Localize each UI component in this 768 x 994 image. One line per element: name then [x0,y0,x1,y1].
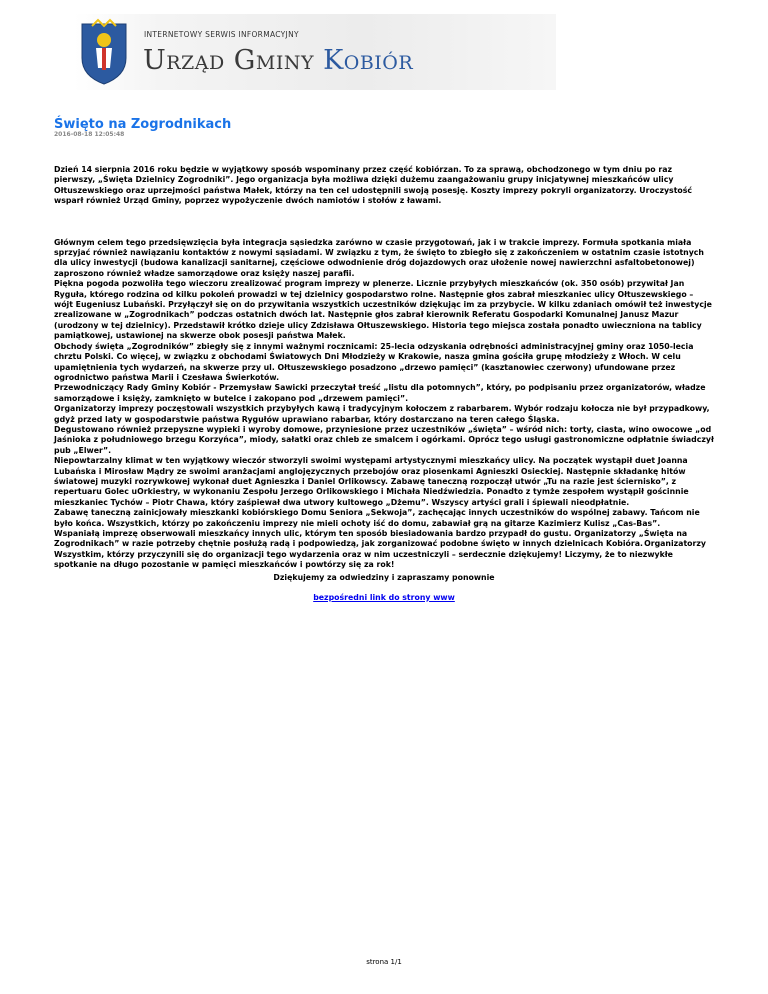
article-paragraph: Przewodniczący Rady Gminy Kobiór - Przemysław Sawicki przeczytał treść „listu dla potomnych”, który, po podpisaniu przez organizatorów, władze samorządowe i księży, zamknięto w butelce i zakopano pod „drzewem pamięci”. [54,383,706,403]
article-intro: Dzień 14 sierpnia 2016 roku będzie w wyjątkowy sposób wspominany przez część kobiórzan. To za sprawą, obchodzonego w tym dniu po raz pierwszy, „Święta Dzielnicy Zogrodniki”. Jego organizacja była możliwa dzięki dużemu zaangażowaniu grupy inicjatywnej mieszkańców ulicy Ołtuszewskiego oraz uprzejmości państwa Małek, którzy na ten cel udostępnili swoją posesję. Koszty imprezy pokryli organizatorzy. Uroczystość wsparł również Urząd Gminy, poprzez wypożyczenie dwóch namiotów i stołów z ławami. [54,165,693,206]
banner-subtitle: INTERNETOWY SERWIS INFORMACYJNY [144,30,299,39]
article-signature: Organizatorzy [644,539,706,548]
article-paragraph: Obchody święta „Zogrodników” zbiegły się z innymi ważnymi rocznicami: 25-lecia odzyskania odrębności administracyjnej gminy oraz 1050-lecia chrztu Polski. Co więcej, w związku z obchodami Światowych Dni Młodzieży w Krakowie, nasza gmina gościła grupę młodzieży z Włoch. W celu upamiętnienia tych wydarzeń, na skwerze przy ul. Ołtuszewskiego posadzono „drzewo pamięci” (kasztanowiec czerwony) ufundowane przez ogrodnictwo państwa Marii i Czesława Świerkotów. [54,341,694,382]
page-number: strona 1/1 [366,958,402,966]
paragraph-spacer [54,207,714,238]
footer-link-wrapper [0,593,768,602]
banner-title-accent: Kobiór [323,45,414,76]
banner-title [143,45,413,76]
article-paragraph: Wszystkim, którzy przyczynili się do organizacji tego wydarzenia oraz w nim uczestniczyli – serdecznie dziękujemy! Liczymy, że to niezwykłe spotkanie na długo pozostanie w pamięci mieszkańców i powtórzy się za rok! [54,549,673,570]
footer-thanks: Dziękujemy za odwiedziny i zapraszamy ponownie [273,573,495,582]
article-date: 2016-08-18 12:05:48 [54,131,125,138]
website-link[interactable]: bezpośredni link do strony www [313,593,455,602]
coat-of-arms-logo [78,18,130,86]
article-paragraph: Zabawę taneczną zainicjowały mieszkanki kobiórskiego Domu Seniora „Sekwoja”, zachęcając innych uczestników do wspólnej zabawy. Tańcom nie było końca. Wszystkich, którzy po zakończeniu imprezy nie mieli ochoty iść do domu, zabawiał grą na gitarze Kazimierz Kulisz „Cas-Bas”. [54,508,700,528]
article-title: Święto na Zogrodnikach [54,117,232,132]
article-paragraph: Wspaniałą imprezę obserwowali mieszkańcy innych ulic, którym ten sposób biesiadowania bardzo przypadł do gustu. Organizatorzy „Święta na Zogrodnikach” w razie potrzeby chętnie posłużą radą i podpowiedzą, jak zorganizować podobne święto w innych dzielnicach Kobióra. [54,529,688,549]
article-paragraph: Organizatorzy imprezy poczęstowali wszystkich przybyłych kawą i tradycyjnym kołoczem z rabarbarem. Wybór rodzaju kołocza nie był przypadkowy, gdyż przed laty w gospodarstwie państwa Rygułów uprawiano rabarbar, który dostarczano na teren całego Śląska. [54,404,710,424]
article-body [54,165,714,571]
article-paragraph: Niepowtarzalny klimat w ten wyjątkowy wieczór stworzyli swoimi występami artystycznymi mieszkańcy ulicy. Na początek wystąpił duet Joanna Lubańska i Mirosław Mądry ze swoimi aranżacjami anglojęzycznych przebojów oraz piosenkami Agnieszki Osieckiej. Następnie składankę hitów światowej muzyki rozrywkowej wykonał duet Agnieszka i Daniel Orlikowscy. Zabawę taneczną rozpoczął utwór „Tu na razie jest ściernisko”, z repertuaru Golec uOrkiestry, w wykonaniu Zespołu Jerzego Orlikowskiego i Michała Niedźwiedzia. Ponadto z tymże zespołem wystąpił gościnnie mieszkaniec Tychów – Piotr Chawa, który zaśpiewał dwa utwory kultowego „Dżemu”. Wszyscy artyści grali i śpiewali nieodpłatnie. [54,456,689,507]
article-paragraph: Głównym celem tego przedsięwzięcia była integracja sąsiedzka zarówno w czasie przygotowań, jak i w trakcie imprezy. Formuła spotkania miała sprzyjać również nawiązaniu kontaktów z nowymi sąsiadami. W związku z tym, że święto to zbiegło się z zakończeniem w ostatnim czasie istotnych dla ulicy inwestycji (budowa kanalizacji sanitarnej, częściowe odwodnienie dróg dojazdowych oraz ułożenie nowej nawierzchni asfaltobetonowej) zaproszono również władze samorządowe oraz księży naszej parafii. [54,237,704,278]
article-paragraph: Degustowano również przepyszne wypieki i wyroby domowe, przyniesione przez uczestników „święta” – wśród nich: torty, ciasta, wino owocowe „od Jaśnioka z południowego brzegu Korzyńca”, miody, sałatki oraz chleb ze smalcem i ogórkami. Oprócz tego usługi gastronomiczne odpłatnie świadczył pub „Elwer”. [54,424,714,455]
article-paragraph: Piękna pogoda pozwoliła tego wieczoru zrealizować program imprezy w plenerze. Licznie przybyłych mieszkańców (ok. 350 osób) przywitał Jan Ryguła, którego rodzina od kilku pokoleń prowadzi w tej dzielnicy gospodarstwo rolne. Następnie głos zabrał mieszkaniec ulicy Ołtuszewskiego – wójt Eugeniusz Lubański. Przyłączył się on do przywitania wszystkich uczestników dziękując im za przybycie. W kilku zdaniach omówił też inwestycje zrealizowane w „Zogrodnikach” podczas ostatnich dwóch lat. Następnie głos zabrał kierownik Referatu Gospodarki Komunalnej Janusz Mazur (urodzony w tej dzielnicy). Przedstawił krótko dzieje ulicy Zdzisława Ołtuszewskiego. Historia tego miejsca została ponadto uwieczniona na tablicy pamiątkowej, ustawionej na skwerze obok posesji państwa Małek. [54,279,712,341]
banner-title-main: Urząd Gminy [143,45,324,76]
